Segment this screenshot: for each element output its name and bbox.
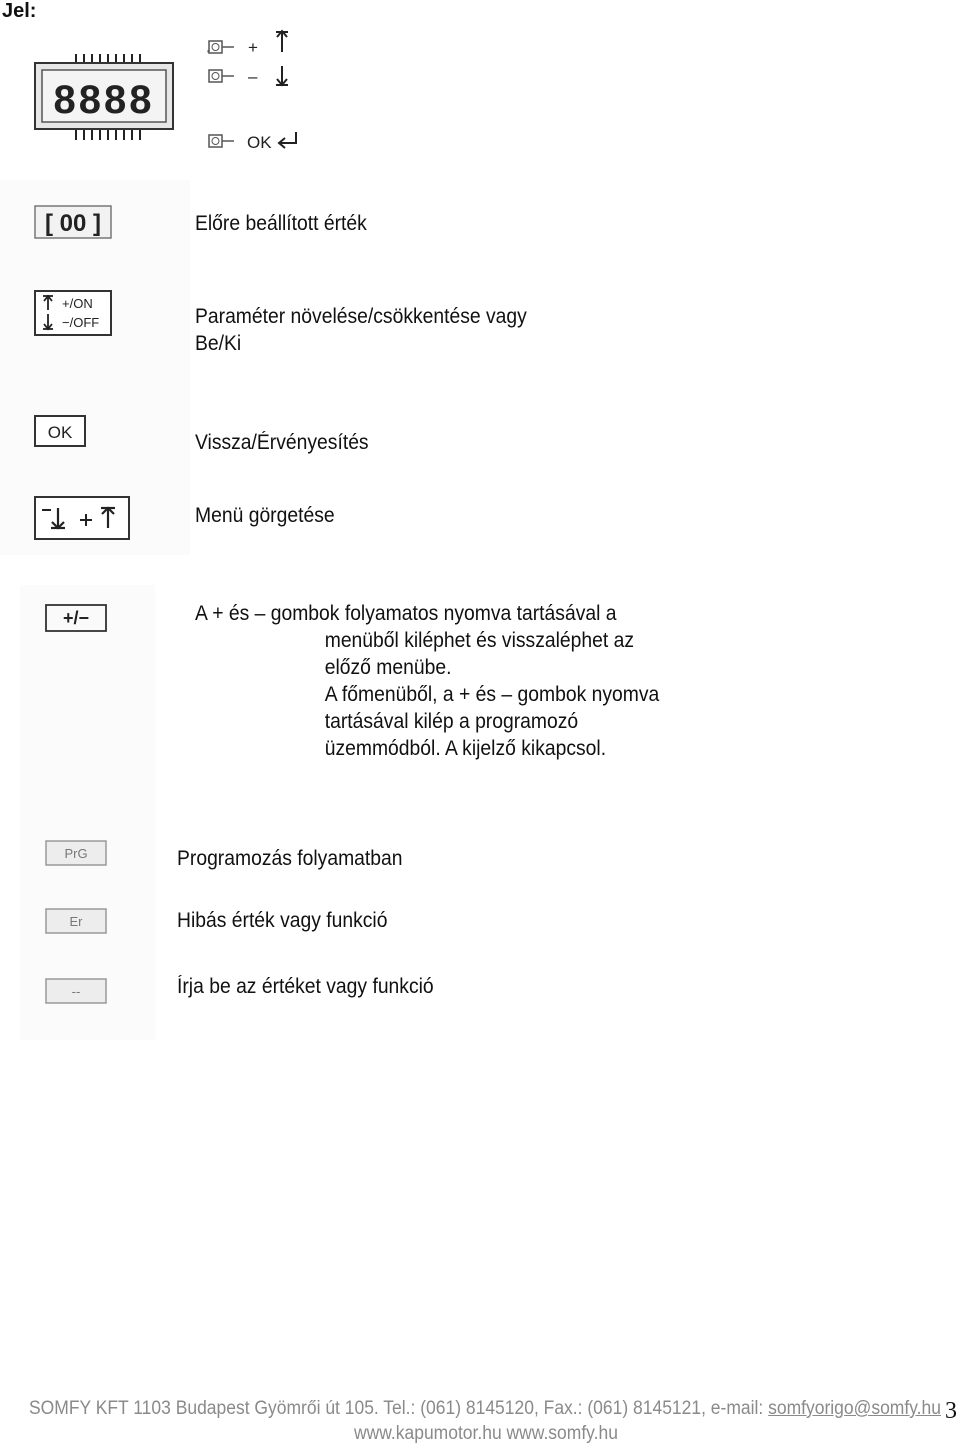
enter-value-status-icon xyxy=(45,978,107,1004)
preset-value-icon xyxy=(34,205,112,239)
enter-value-status-icon-label: -- xyxy=(71,984,81,999)
enter-arrow-icon xyxy=(279,132,296,148)
minus-button[interactable] xyxy=(209,66,288,86)
ok-icon-label: OK xyxy=(47,423,73,442)
on-off-icon xyxy=(34,290,112,336)
enter-value-status-text: Írja be az értéket vagy funkció xyxy=(177,975,434,998)
ok-icon xyxy=(34,415,86,447)
scroll-menu-text: Menü görgetése xyxy=(195,504,335,527)
ok-button-label: OK xyxy=(247,133,272,152)
error-status-text: Hibás érték vagy funkció xyxy=(177,909,388,932)
error-status-icon-label: Er xyxy=(69,914,83,929)
scroll-menu-icon xyxy=(34,496,130,540)
programming-status-icon xyxy=(45,840,107,866)
down-arrow-icon xyxy=(276,66,288,85)
back-validate-text: Vissza/Érvényesítés xyxy=(195,431,369,454)
ok-button[interactable] xyxy=(209,132,296,152)
hold-buttons-line-6: üzemmódból. A kijelző kikapcsol. xyxy=(324,737,607,760)
plus-minus-icon-label: +/− xyxy=(62,608,90,628)
hold-buttons-line-4: A főmenüből, a + és – gombok nyomva xyxy=(324,683,660,706)
programming-status-text: Programozás folyamatban xyxy=(177,847,403,870)
svg-text:−/OFF: −/OFF xyxy=(62,315,100,330)
legend-icon-panel-lower xyxy=(20,585,155,1040)
hold-buttons-line-1: A + és – gombok folyamatos nyomva tartásával a xyxy=(195,602,617,625)
footer-contact xyxy=(29,1398,941,1420)
programming-status-icon-label: PrG xyxy=(64,846,88,861)
panel-buttons-svg xyxy=(200,22,330,162)
preset-value-icon-label: [ 00 ] xyxy=(44,210,102,237)
footer-websites[interactable]: www.kapumotor.hu www.somfy.hu xyxy=(354,1423,618,1444)
increase-decrease-line-2: Be/Ki xyxy=(195,332,242,355)
increase-decrease-text xyxy=(195,303,527,357)
hold-buttons-line-3: előző menübe. xyxy=(324,656,452,679)
hold-buttons-text xyxy=(195,600,659,762)
hold-buttons-line-5: tartásával kilép a programozó xyxy=(324,710,579,733)
page-number: 3 xyxy=(945,1398,957,1424)
svg-text:+/ON: +/ON xyxy=(62,296,93,311)
panel-buttons xyxy=(200,22,330,162)
preset-value-text: Előre beállított érték xyxy=(195,212,367,235)
hold-buttons-line-2: menüből kiléphet és visszaléphet az xyxy=(324,629,635,652)
footer-email-link[interactable]: somfyorigo@somfy.hu xyxy=(768,1398,941,1419)
plus-button-label: + xyxy=(248,38,258,57)
footer-contact-text: SOMFY KFT 1103 Budapest Gyömrői út 105. Tel.: (061) 8145120, Fax.: (061) 8145121, e-mail: xyxy=(29,1398,769,1419)
plus-button[interactable] xyxy=(209,31,288,57)
minus-button-label: – xyxy=(248,67,258,86)
plus-minus-icon xyxy=(45,604,107,632)
page-heading: Jel: xyxy=(2,0,37,22)
up-arrow-icon xyxy=(276,31,288,52)
display-digits: 8888 xyxy=(53,78,155,122)
display-pins-top xyxy=(76,54,140,62)
error-status-icon xyxy=(45,908,107,934)
increase-decrease-line-1: Paraméter növelése/csökkentése vagy xyxy=(195,305,527,328)
